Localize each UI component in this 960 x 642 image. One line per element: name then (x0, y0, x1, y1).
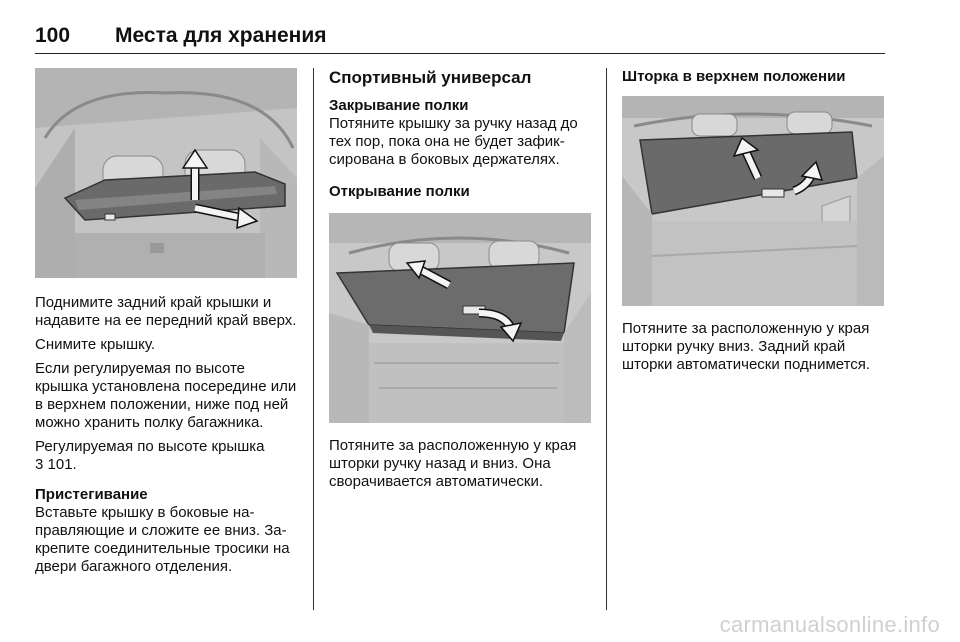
instruction-text: Поднимите задний край крышки и надавите на ее передний край вверх. (35, 294, 297, 329)
page-number: 100 (35, 24, 71, 47)
instruction-text: Потяните за расположенную у края шторки ручку вниз. Задний край шторки автоматически поднимется. (622, 320, 871, 373)
cargo-cover-lift-illustration-icon (35, 68, 297, 278)
watermark: carmanualsonline.info (719, 612, 940, 637)
instruction-text: Снимите крышку. (35, 336, 156, 353)
page-title: Места для хранения (115, 24, 327, 47)
section-subheading: Шторка в верхнем положении (622, 68, 846, 85)
column-divider (313, 68, 314, 610)
section-heading: Спортивный универсал (329, 68, 532, 87)
column-2 (329, 68, 593, 497)
instruction-text: Если регулируемая по высоте крышка установлена посередине или в верхнем положении, ниже под ней можно хранить полку багажника. (35, 360, 297, 431)
section-subheading: Открывание полки (329, 183, 470, 200)
instruction-text: Потяните за расположенную у края шторки ручку назад и вниз. Она сворачивается автоматически. (329, 437, 577, 490)
page-header (35, 22, 885, 54)
instruction-text: Потяните крышку за ручку назад до тех пор, пока она не будет зафиксирована в боковых держателях. (329, 115, 578, 168)
column-1 (35, 68, 297, 582)
cargo-shade-upper-illustration-icon (622, 96, 884, 306)
instruction-text: Вставьте крышку в боковые направляющие и сложите ее вниз. Закрепите соединительные тросики на двери багажного отделения. (35, 504, 290, 575)
section-subheading: Закрывание полки (329, 97, 469, 114)
cargo-shelf-open-figure (329, 213, 591, 423)
section-subheading: Пристегивание (35, 486, 148, 503)
cargo-cover-lift-figure (35, 68, 297, 278)
instruction-text (35, 438, 297, 474)
column-3 (622, 68, 886, 380)
page-reference: 3 101. (35, 456, 77, 473)
cargo-shade-upper-figure (622, 96, 884, 306)
instruction-text-main: Регулируемая по высоте крышка (35, 438, 265, 455)
cargo-shelf-open-illustration-icon (329, 213, 591, 423)
column-divider (606, 68, 607, 610)
